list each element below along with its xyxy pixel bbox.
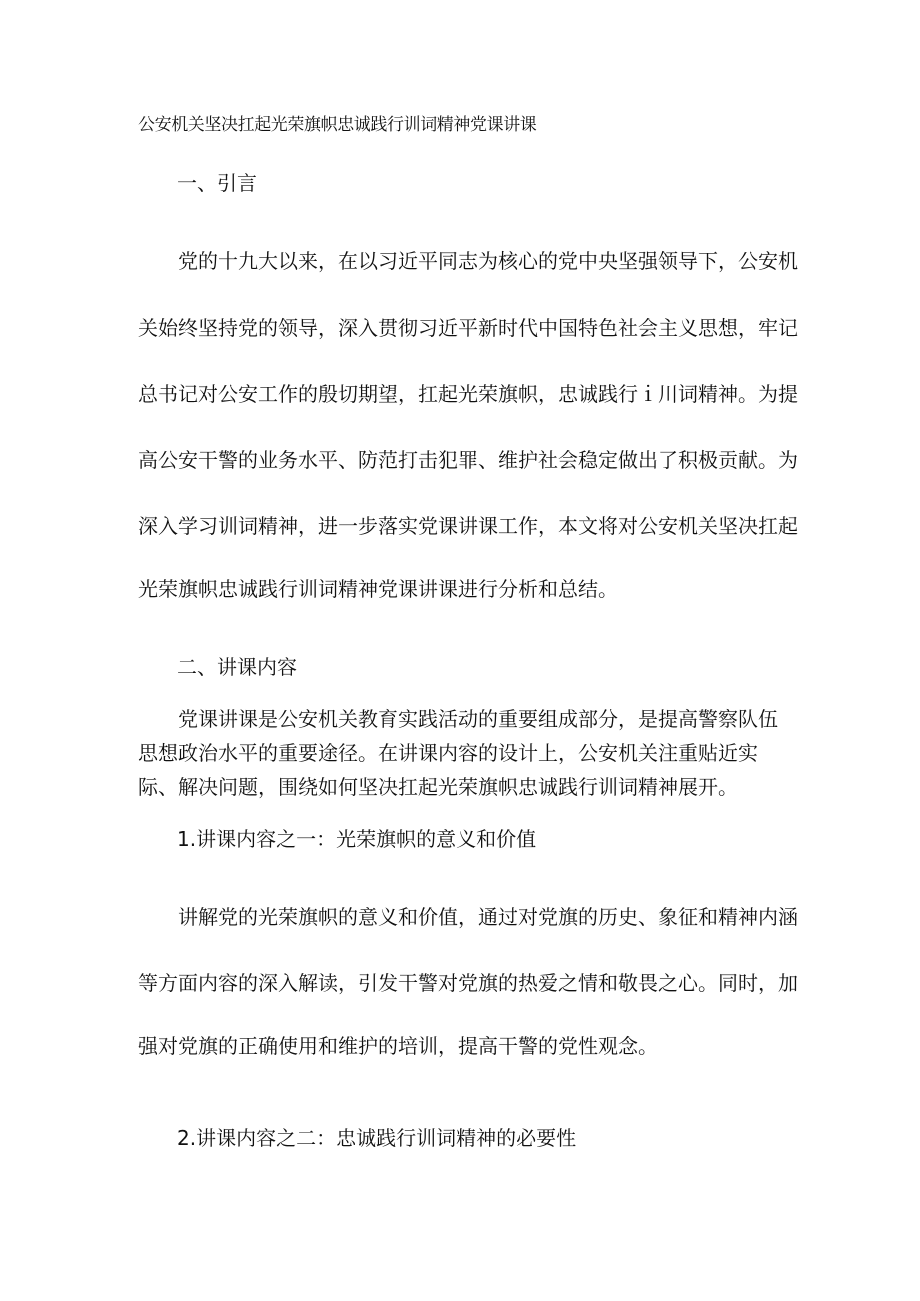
document-title: 公安机关坚决扛起光荣旗帜忠诚践行训词精神党课讲课 [138, 115, 537, 135]
paragraph-line: 总书记对公安工作的殷切期望，扛起光荣旗帜，忠诚践行ｉ川词精神。为提 [138, 382, 798, 406]
paragraph-line: 深入学习训词精神，进一步落实党课讲课工作，本文将对公安机关坚决扛起 [138, 514, 798, 538]
paragraph-line: 际、解决问题，围绕如何坚决扛起光荣旗帜忠诚践行训词精神展开。 [138, 775, 738, 799]
paragraph-line: 党的十九大以来，在以习近平同志为核心的党中央坚强领导下，公安机 [178, 249, 798, 273]
paragraph-line: 关始终坚持党的领导，深入贯彻习近平新时代中国特色社会主义思想，牢记 [138, 316, 798, 340]
paragraph-line: 光荣旗帜忠诚践行训词精神党课讲课进行分析和总结。 [138, 577, 618, 601]
subsection-heading-2: 2.讲课内容之二：忠诚践行训词精神的必要性 [177, 1126, 577, 1150]
section-heading-introduction: 一、引言 [177, 171, 257, 195]
paragraph-line: 党课讲课是公安机关教育实践活动的重要组成部分，是提高警察队伍 [178, 707, 778, 731]
section-heading-lecture-content: 二、讲课内容 [177, 655, 297, 679]
subsection-heading-1: 1.讲课内容之一：光荣旗帜的意义和价值 [177, 827, 537, 851]
paragraph-line: 思想政治水平的重要途径。在讲课内容的设计上，公安机关注重贴近实 [138, 741, 758, 765]
paragraph-line: 强对党旗的正确使用和维护的培训，提高干警的党性观念。 [138, 1034, 658, 1058]
paragraph-line: 讲解党的光荣旗帜的意义和价值，通过对党旗的历史、象征和精神内涵 [178, 905, 798, 929]
paragraph-line: 等方面内容的深入解读，引发干警对党旗的热爱之情和敬畏之心。同时，加 [138, 971, 798, 995]
paragraph-line: 高公安干警的业务水平、防范打击犯罪、维护社会稳定做出了积极贡献。为 [138, 448, 798, 472]
